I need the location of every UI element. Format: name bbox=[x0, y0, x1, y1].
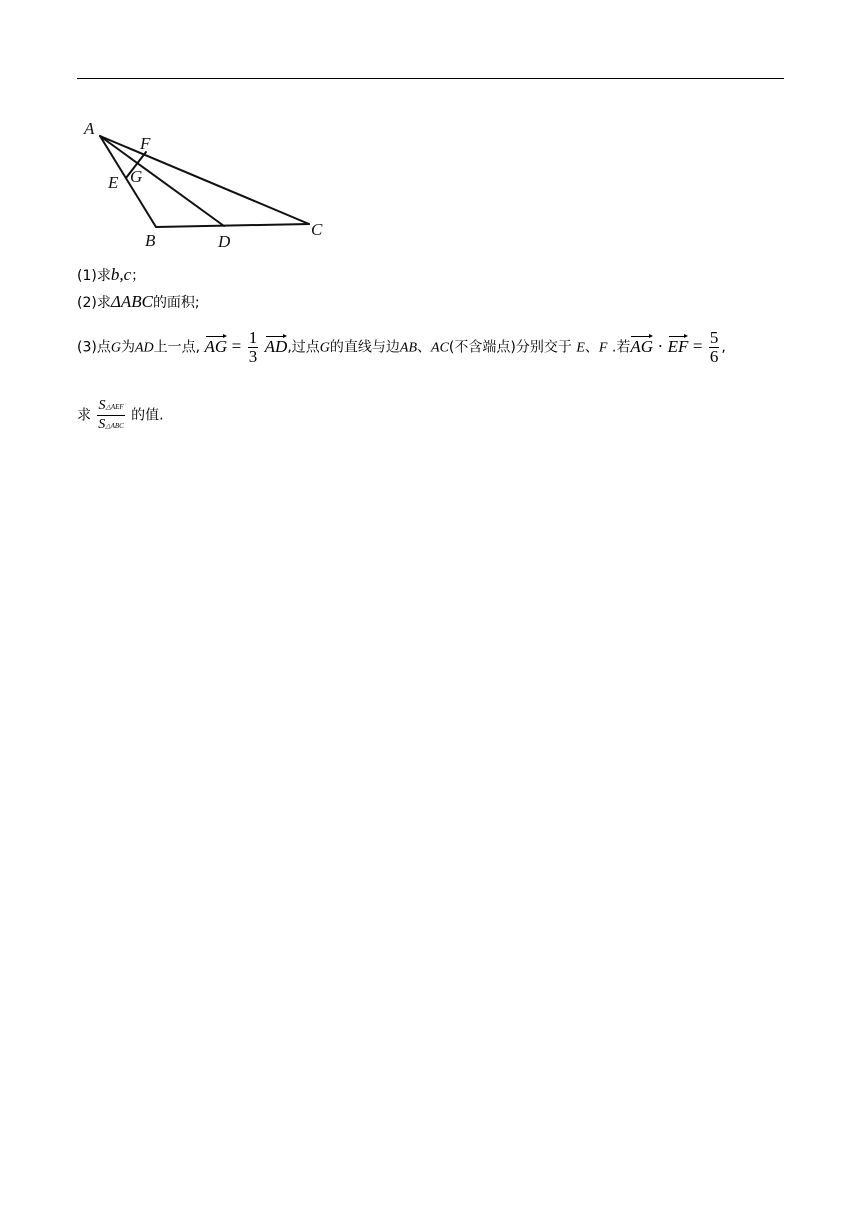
vector-ag-2 bbox=[630, 334, 653, 357]
question-1 bbox=[77, 266, 145, 285]
vector-ag-2-label: AG bbox=[630, 336, 654, 356]
dot-operator: · bbox=[657, 336, 664, 356]
fraction-one-third bbox=[248, 329, 259, 366]
label-f: F bbox=[140, 134, 151, 153]
q3-text-4: ,过点 bbox=[287, 339, 320, 356]
vector-ad-label: AD bbox=[264, 336, 288, 356]
label-c: C bbox=[311, 220, 323, 239]
label-e: E bbox=[108, 173, 119, 192]
q3-text-2: 为 bbox=[120, 339, 135, 356]
area-ratio-numerator bbox=[97, 397, 124, 416]
label-d: D bbox=[218, 232, 231, 250]
vector-ef-label: EF bbox=[667, 336, 689, 356]
numerator-s: S bbox=[98, 398, 106, 413]
q3-text-6: (不含端点)分别交于 bbox=[448, 339, 572, 356]
question-3 bbox=[77, 329, 726, 366]
q3-text-8: , bbox=[721, 339, 726, 356]
q2-triangle: ΔABC bbox=[110, 292, 153, 311]
label-g: G bbox=[130, 167, 143, 186]
q1-suffix: ； bbox=[131, 268, 146, 284]
denominator-subscript: △ABC bbox=[105, 422, 124, 430]
fraction-numerator: 1 bbox=[248, 328, 258, 347]
q3-point-f: F bbox=[598, 340, 608, 356]
q3b-prefix: 求 bbox=[77, 407, 91, 424]
q1-prefix: (1)求 bbox=[77, 268, 111, 284]
vector-arrow bbox=[205, 334, 228, 338]
vector-arrow bbox=[265, 334, 288, 338]
q3-text-7: .若 bbox=[611, 339, 631, 356]
q3-separator: 、 bbox=[417, 339, 432, 356]
area-ratio-fraction bbox=[97, 397, 124, 434]
q1-vars: b,c bbox=[110, 265, 132, 284]
header-rule bbox=[77, 78, 784, 79]
denominator-s: S bbox=[98, 417, 106, 432]
segment-bc bbox=[156, 224, 309, 227]
vector-ag-label: AG bbox=[204, 336, 228, 356]
vector-arrow bbox=[668, 334, 689, 338]
q3-point-e: E bbox=[576, 340, 585, 356]
q3-equals-2: = bbox=[692, 336, 703, 356]
fraction-denominator: 6 bbox=[709, 347, 719, 366]
q3-point-g: G bbox=[110, 340, 121, 356]
q3-point-g-2: G bbox=[319, 340, 330, 356]
q3-side-ab: AB bbox=[399, 340, 418, 356]
q2-suffix: 的面积; bbox=[152, 295, 200, 311]
question-3-continued bbox=[77, 397, 164, 434]
q3-separator-2: 、 bbox=[584, 339, 599, 356]
vector-ag bbox=[205, 334, 228, 357]
q3-side-ac: AC bbox=[431, 340, 449, 356]
q3-text-3: 上一点, bbox=[153, 339, 201, 356]
vector-arrow bbox=[630, 334, 653, 338]
label-a: A bbox=[84, 119, 95, 138]
fraction-numerator: 5 bbox=[709, 328, 719, 347]
q3-text-5: 的直线与边 bbox=[329, 339, 400, 356]
vector-ef bbox=[668, 334, 689, 357]
q2-prefix: (2)求 bbox=[77, 295, 111, 311]
fraction-five-sixths bbox=[709, 329, 720, 366]
q3b-suffix: 的值. bbox=[131, 407, 164, 424]
vector-ad bbox=[265, 334, 288, 357]
area-ratio-denominator bbox=[97, 416, 124, 434]
q3-segment-ad: AD bbox=[134, 340, 154, 356]
numerator-subscript: △AEF bbox=[105, 403, 124, 411]
triangle-figure bbox=[80, 118, 330, 250]
q3-equals: = bbox=[231, 336, 242, 356]
question-2 bbox=[77, 293, 200, 312]
q3-text-1: (3)点 bbox=[77, 339, 111, 356]
fraction-denominator: 3 bbox=[248, 347, 258, 366]
label-b: B bbox=[145, 231, 156, 250]
